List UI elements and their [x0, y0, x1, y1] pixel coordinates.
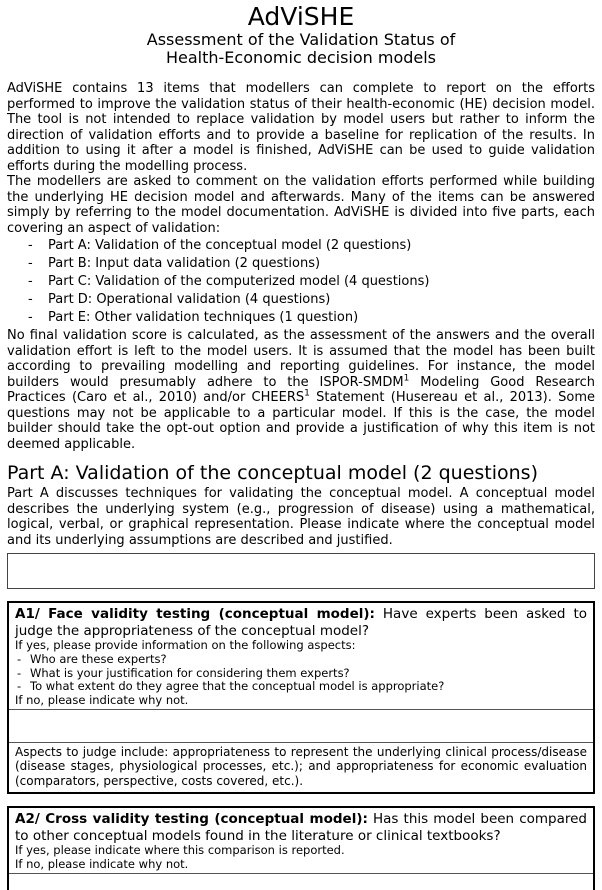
- intro-paragraph-3: [7, 328, 595, 452]
- prompt-text: To what extent do they agree that the conceptual model is appropriate?: [30, 679, 445, 694]
- question-a1-answer-box[interactable]: [9, 709, 593, 742]
- paragraph-text: Modeling Good Research Practices (Caro et al., 2010) and/or CHEERS: [7, 374, 595, 405]
- part-a-list-label: Part A: Validation of the conceptual model (2 questions): [48, 238, 412, 253]
- question-a1-prompt: [15, 653, 587, 667]
- question-a2-answer-box[interactable]: [9, 873, 593, 890]
- list-item: [7, 273, 595, 291]
- intro-paragraph-1: AdViSHE contains 13 items that modellers can complete to report on the efforts performed to improve the validation status of their health-economic (HE) decision model. The tool is not intended to replace validation by model users but rather to inform the direction of validation efforts and to provide a baseline for replication of the results. In addition to using it after a model is finished, AdViSHE can be used to guide validation efforts during the modelling process.: [7, 81, 595, 174]
- list-item: [7, 291, 595, 309]
- bullet-dash: -: [17, 679, 22, 694]
- question-a2-if-no: If no, please indicate why not.: [15, 857, 189, 872]
- list-item: [7, 309, 595, 327]
- bullet-dash: -: [28, 238, 33, 253]
- part-b-list-label: Part B: Input data validation (2 questions): [48, 256, 321, 271]
- intro-section: [7, 81, 595, 452]
- prompt-text: What is your justification for considering them experts?: [30, 665, 350, 680]
- footnote-superscript: 1: [304, 388, 310, 399]
- list-item: [7, 255, 595, 273]
- bullet-dash: -: [17, 665, 22, 680]
- bullet-dash: -: [28, 292, 33, 307]
- question-a2-text: [15, 811, 587, 844]
- part-a-answer-box[interactable]: [7, 553, 595, 589]
- part-c-list-label: Part C: Validation of the computerized model (4 questions): [48, 274, 430, 289]
- part-d-list-label: Part D: Operational validation (4 questions): [48, 292, 331, 307]
- question-a1-note: Aspects to judge include: appropriateness to represent the underlying clinical process/disease (disease stages, physiological processes, etc.); and appropriateness for economic evaluation (comparators, perspective, costs covered, etc.).: [9, 742, 593, 793]
- question-a2-header: [9, 808, 593, 873]
- part-a-heading: Part A: Validation of the conceptual model (2 questions): [7, 462, 538, 484]
- document-subtitle-line2: Health-Economic decision models: [165, 48, 437, 67]
- paragraph-text: Statement (Husereau et al., 2013). Some questions may not be applicable to a particular model. If this is the case, the model builder should take the opt-out option and provide a justification of why this item is not deemed applicable.: [7, 390, 595, 452]
- question-a1-header: [9, 603, 593, 709]
- question-a1-label: A1/ Face validity testing (conceptual model):: [15, 606, 375, 622]
- document-subtitle-line1: Assessment of the Validation Status of: [146, 30, 456, 49]
- part-e-list-label: Part E: Other validation techniques (1 question): [48, 310, 359, 325]
- question-a1-if-no: If no, please indicate why not.: [15, 693, 189, 708]
- question-a1-text: [15, 606, 587, 639]
- question-a2-label: A2/ Cross validity testing (conceptual model):: [15, 811, 368, 828]
- prompt-text: Who are these experts?: [30, 651, 167, 666]
- bullet-dash: -: [28, 274, 33, 289]
- question-a2-if-yes: If yes, please indicate where this comparison is reported.: [15, 843, 345, 858]
- bullet-dash: -: [28, 256, 33, 271]
- bullet-dash: -: [17, 651, 22, 666]
- question-a1-prompt: [15, 680, 587, 694]
- question-a2-block: [7, 806, 595, 890]
- list-item: [7, 237, 595, 255]
- document-title: AdViSHE: [247, 2, 355, 31]
- question-a1-question: Have experts been asked to judge the appropriateness of the conceptual model?: [15, 606, 587, 639]
- paragraph-text: No final validation score is calculated, as the assessment of the answers and the overall validation effort is left to the model users. It is assumed that the model has been built according to prevailing modelling and reporting guidelines. For instance, the model builders would presumably adhere to the ISPOR-SMDM: [7, 328, 595, 390]
- question-a1-block: [7, 601, 595, 794]
- question-a1-prompt: [15, 667, 587, 681]
- question-a1-if-yes: If yes, please provide information on the following aspects:: [15, 638, 356, 652]
- bullet-dash: -: [28, 310, 33, 325]
- question-a2-question: Has this model been compared to other conceptual models found in the literature or clinical textbooks?: [15, 811, 588, 844]
- part-a-description: Part A discusses techniques for validating the conceptual model. A conceptual model describes the underlying system (e.g., progression of disease) using a mathematical, logical, verbal, or graphical representation. Please indicate where the conceptual model and its underlying assumptions are described and justified.: [7, 486, 595, 548]
- parts-list: [7, 237, 595, 327]
- footnote-superscript: 1: [403, 373, 410, 384]
- intro-paragraph-2: The modellers are asked to comment on the validation efforts performed while building the underlying HE decision model and afterwards. Many of the items can be answered simply by referring to the model documentation. AdViSHE is divided into five parts, each covering an aspect of validation:: [7, 174, 595, 236]
